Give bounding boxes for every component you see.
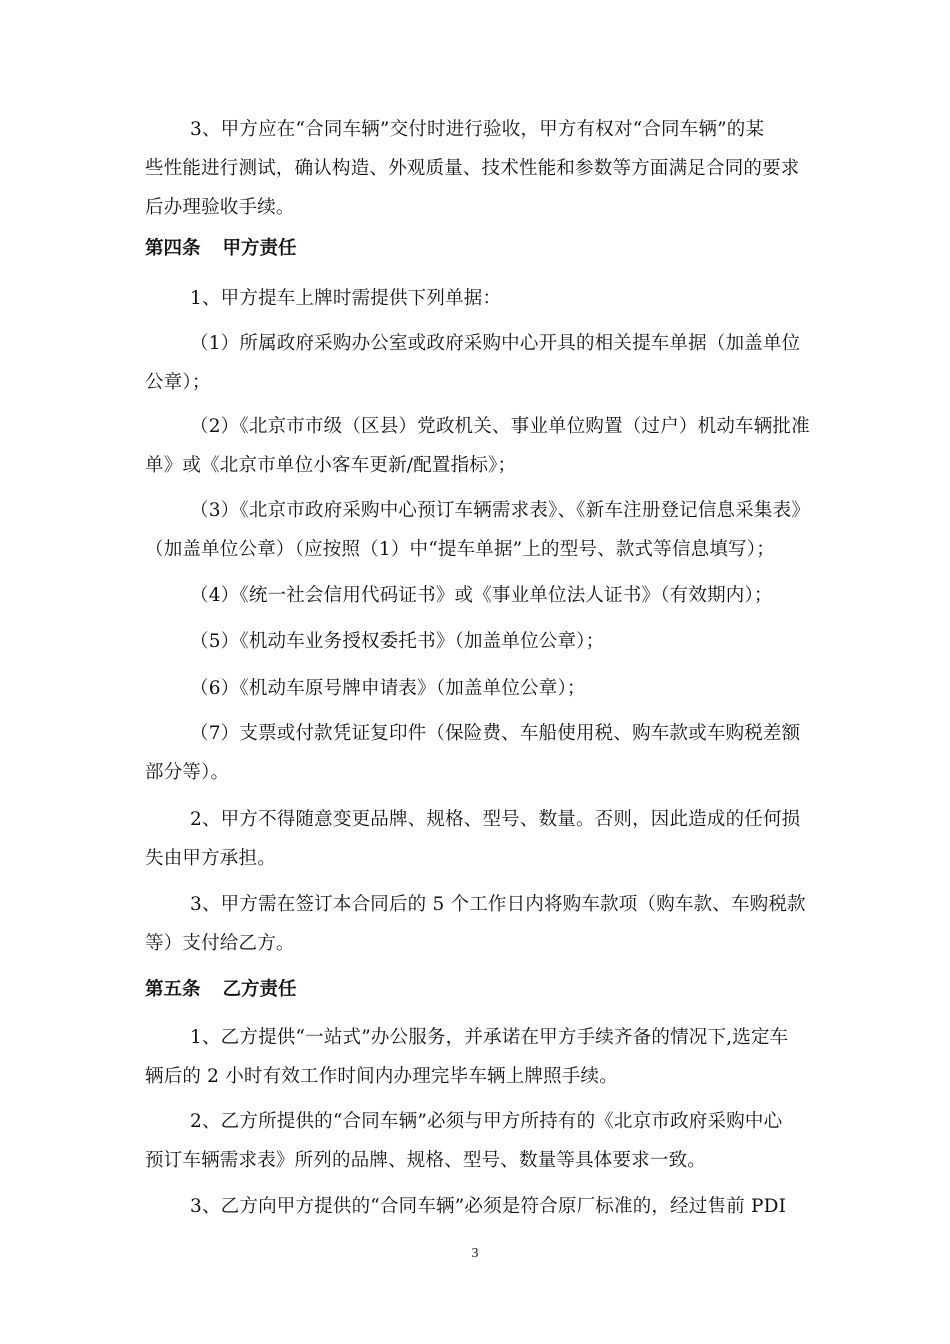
article-number: 第四条 xyxy=(145,238,201,259)
paragraph-line: 2、乙方所提供的“合同车辆”必须与甲方所持有的《北京市政府采购中心 xyxy=(190,1111,783,1132)
paragraph-line: 公章）； xyxy=(145,372,211,393)
paragraph-line: 后办理验收手续。 xyxy=(145,197,295,218)
paragraph-line: （2）《北京市市级（区县）党政机关、事业单位购置（过户）机动车辆批准 xyxy=(190,416,810,437)
article-title: 乙方责任 xyxy=(222,979,297,1000)
paragraph-line: （加盖单位公章）（应按照（1）中“提车单据”上的型号、款式等信息填写）； xyxy=(145,539,775,560)
paragraph-line: 3、甲方应在“合同车辆”交付时进行验收，甲方有权对“合同车辆”的某 xyxy=(190,119,765,140)
article-5-heading xyxy=(145,978,297,1002)
article-number: 第五条 xyxy=(145,979,201,1000)
paragraph-line: （5）《机动车业务授权委托书》（加盖单位公章）； xyxy=(190,631,605,652)
paragraph-line: （6）《机动车原号牌申请表》（加盖单位公章）； xyxy=(190,678,586,699)
paragraph-line: 3、甲方需在签订本合同后的 5 个工作日内将购车款项（购车款、车购税款 xyxy=(190,894,806,915)
paragraph-line: 1、甲方提车上牌时需提供下列单据： xyxy=(190,288,502,309)
paragraph-line: 辆后的 2 小时有效工作时间内办理完毕车辆上牌照手续。 xyxy=(145,1066,618,1087)
paragraph-line: 些性能进行测试，确认构造、外观质量、技术性能和参数等方面满足合同的要求 xyxy=(145,158,800,179)
paragraph-line: （1）所属政府采购办公室或政府采购中心开具的相关提车单据（加盖单位 xyxy=(190,333,801,354)
paragraph-line: 预订车辆需求表》所列的品牌、规格、型号、数量等具体要求一致。 xyxy=(145,1150,707,1171)
article-title: 甲方责任 xyxy=(222,238,297,259)
page-number: 3 xyxy=(471,1246,479,1261)
paragraph-line: 3、乙方向甲方提供的“合同车辆”必须是符合原厂标准的，经过售前 PDI xyxy=(190,1196,787,1217)
paragraph-line: 部分等）。 xyxy=(145,762,230,783)
paragraph-line: 等）支付给乙方。 xyxy=(145,933,295,954)
paragraph-line: （3）《北京市政府采购中心预订车辆需求表》、《新车注册登记信息采集表》 xyxy=(190,500,811,521)
paragraph-line: （4）《统一社会信用代码证书》或《事业单位法人证书》（有效期内）； xyxy=(190,585,773,606)
paragraph-line: 1、乙方提供“一站式”办公服务，并承诺在甲方手续齐备的情况下,选定车 xyxy=(190,1027,789,1048)
paragraph-line: 失由甲方承担。 xyxy=(145,848,276,869)
paragraph-line: （7）支票或付款凭证复印件（保险费、车船使用税、购车款或车购税差额 xyxy=(190,723,801,744)
article-4-heading xyxy=(145,237,297,261)
paragraph-line: 单》或《北京市单位小客车更新/配置指标》； xyxy=(145,455,517,476)
paragraph-line: 2、甲方不得随意变更品牌、规格、型号、数量。否则，因此造成的任何损 xyxy=(190,809,801,830)
